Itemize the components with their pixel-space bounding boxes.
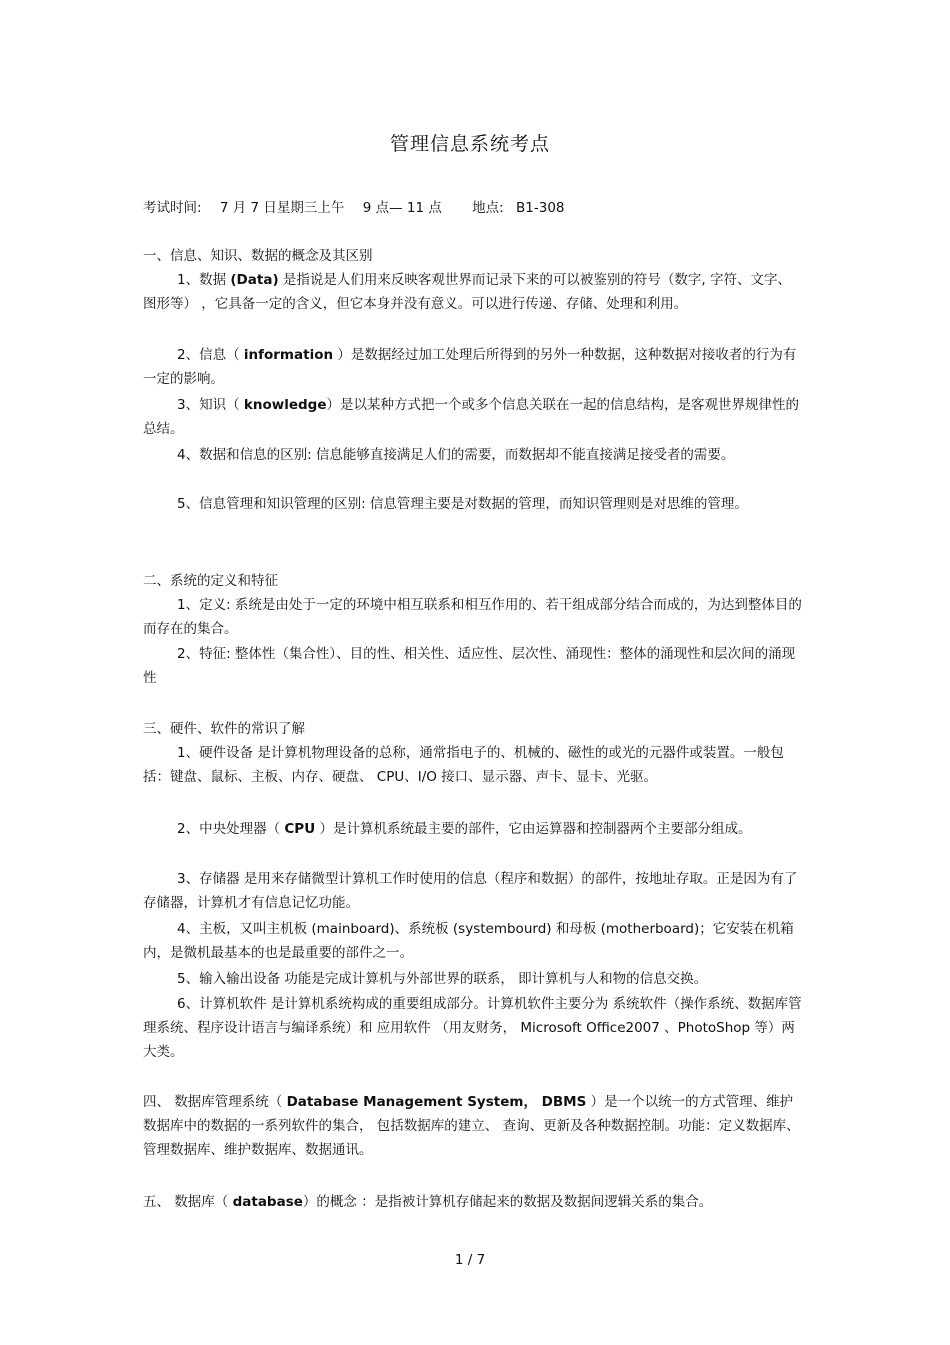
section-heading: 三、硬件、软件的常识了解 bbox=[143, 721, 305, 737]
paragraph: 4、数据和信息的区别: 信息能够直接满足人们的需要，而数据却不能直接满足接受者的需要。 bbox=[177, 447, 735, 463]
paragraph: 3、知识（ knowledge）是以某种方式把一个或多个信息关联在一起的信息结构，是客观世界规律性的总结。 bbox=[143, 397, 799, 437]
paragraph: 5、信息管理和知识管理的区别: 信息管理主要是对数据的管理，而知识管理则是对思维的管理。 bbox=[177, 496, 748, 512]
paragraph: 4、主板，又叫主机板 (mainboard)、系统板 (systembourd) 和母板 (motherboard)；它安装在机箱内，是微机最基本的也是最重要的部件之一。 bbox=[143, 921, 794, 961]
page-number: 1 / 7 bbox=[454, 1252, 486, 1268]
paragraph: 2、信息（ information ）是数据经过加工处理后所得到的另外一种数据，这种数据对接收者的行为有一定的影响。 bbox=[143, 347, 797, 387]
exam-hours: 9 点— 11 点 bbox=[362, 200, 442, 216]
section-heading: 一、信息、知识、数据的概念及其区别 bbox=[143, 248, 373, 264]
exam-place-label: 地点: bbox=[472, 200, 504, 216]
paragraph: 3、存储器 是用来存储微型计算机工作时使用的信息（程序和数据）的部件，按地址存取。正是因为有了存储器，计算机才有信息记忆功能。 bbox=[143, 871, 798, 911]
section-heading: 二、系统的定义和特征 bbox=[143, 573, 278, 589]
exam-place-value: B1-308 bbox=[516, 200, 565, 216]
paragraph: 1、定义: 系统是由处于一定的环境中相互联系和相互作用的、若干组成部分结合而成的，为达到整体目的而存在的集合。 bbox=[143, 597, 802, 637]
paragraph: 2、中央处理器（ CPU ）是计算机系统最主要的部件，它由运算器和控制器两个主要部分组成。 bbox=[177, 821, 752, 837]
exam-info bbox=[143, 196, 565, 216]
paragraph: 2、特征: 整体性（集合性）、目的性、相关性、适应性、层次性、涌现性：整体的涌现性和层次间的涌现性 bbox=[143, 646, 796, 686]
exam-time-value: 7 月 7 日星期三上午 bbox=[219, 200, 345, 216]
paragraph: 1、硬件设备 是计算机物理设备的总称，通常指电子的、机械的、磁性的或光的元器件或装置。一般包括：键盘、鼠标、主板、内存、硬盘、 CPU、I/O 接口、显示器、声卡、显卡、光驱。 bbox=[143, 745, 784, 785]
section-5-paragraph: 五、 数据库（ database）的概念 ：是指被计算机存储起来的数据及数据间逻辑关系的集合。 bbox=[143, 1194, 713, 1210]
exam-time-label: 考试时间: bbox=[143, 200, 202, 216]
paragraph: 6、计算机软件 是计算机系统构成的重要组成部分。计算机软件主要分为 系统软件（操作系统、数据库管理系统、程序设计语言与编译系统）和 应用软件 （用友财务， Microsoft Office2007 、PhotoShop 等）两大类。 bbox=[143, 996, 802, 1060]
page-title: 管理信息系统考点 bbox=[389, 133, 550, 155]
paragraph: 1、数据 (Data) 是指说是人们用来反映客观世界而记录下来的可以被鉴别的符号（数字, 字符、文字、图形等） ，它具备一定的含义，但它本身并没有意义。可以进行传递、存储、处理和利用。 bbox=[143, 272, 791, 312]
paragraph: 5、输入输出设备 功能是完成计算机与外部世界的联系， 即计算机与人和物的信息交换。 bbox=[177, 971, 708, 987]
section-4-paragraph: 四、 数据库管理系统（ Database Management System， DBMS ）是一个以统一的方式管理、维护数据库中的数据的一系列软件的集合， 包括数据库的建立、 查询、更新及各种数据控制。功能：定义数据库、管理数据库、维护数据库、数据通讯。 bbox=[143, 1094, 800, 1158]
